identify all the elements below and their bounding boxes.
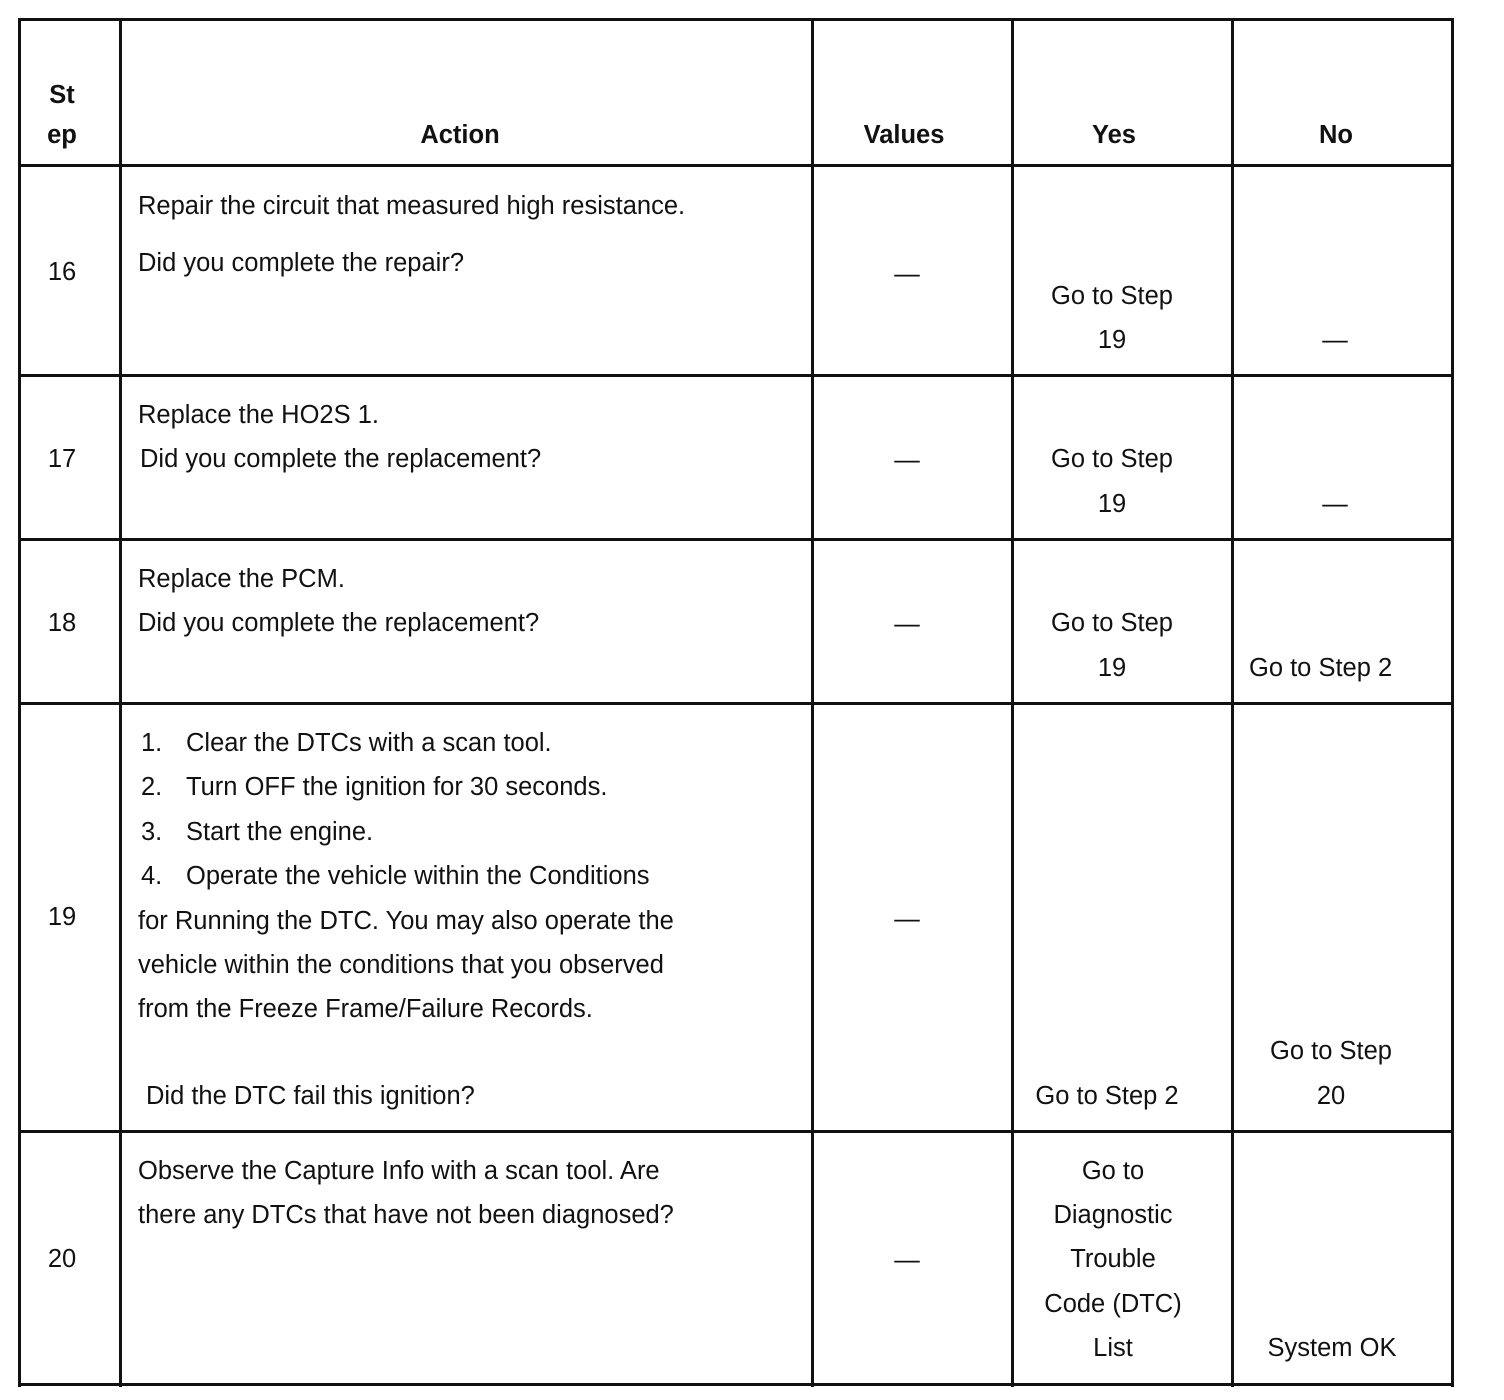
row16-values: —	[894, 260, 920, 288]
row20-yes-line3: Trouble	[1070, 1245, 1156, 1273]
row17-action-line1: Replace the HO2S 1.	[138, 401, 379, 429]
header-values: Values	[863, 121, 945, 149]
row19-list-num-1: 1.	[141, 729, 163, 757]
header-step-line2: ep	[47, 121, 77, 149]
row16-action-line1: Repair the circuit that measured high resistance.	[138, 192, 686, 220]
row20-action-line2: there any DTCs that have not been diagnosed?	[138, 1201, 674, 1229]
row20-no: System OK	[1267, 1334, 1397, 1362]
table-border-top	[18, 18, 1454, 21]
row17-values: —	[894, 446, 920, 474]
row20-yes-line2: Diagnostic	[1053, 1201, 1173, 1229]
table-border-right	[1451, 18, 1454, 1387]
row16-step: 16	[47, 258, 77, 286]
row18-action-line2: Did you complete the replacement?	[138, 609, 540, 637]
row18-step: 18	[47, 609, 77, 637]
row18-values: —	[894, 610, 920, 638]
row19-list-item-3: Start the engine.	[186, 818, 374, 846]
row17-step: 17	[47, 445, 77, 473]
header-no: No	[1319, 121, 1353, 149]
row-divider	[18, 1130, 1454, 1133]
column-divider	[119, 18, 122, 1387]
row16-action-line2: Did you complete the repair?	[138, 249, 465, 277]
row18-yes-line1: Go to Step	[1051, 609, 1173, 637]
row20-step: 20	[47, 1245, 77, 1273]
column-divider	[1231, 18, 1234, 1387]
row17-yes-line1: Go to Step	[1051, 445, 1173, 473]
row19-list-num-2: 2.	[141, 773, 163, 801]
table-border-bottom	[18, 1383, 1454, 1386]
row18-yes-line2: 19	[1097, 654, 1127, 682]
row19-yes: Go to Step 2	[1035, 1082, 1179, 1110]
table-border-left	[18, 18, 21, 1387]
header-action: Action	[420, 121, 500, 149]
row19-no-line2: 20	[1316, 1082, 1346, 1110]
row19-list-num-4: 4.	[141, 862, 163, 890]
row19-step: 19	[47, 903, 77, 931]
row20-values: —	[894, 1246, 920, 1274]
row-divider	[18, 702, 1454, 705]
row-divider	[18, 374, 1454, 377]
row18-no: Go to Step 2	[1249, 654, 1393, 682]
row19-no-line1: Go to Step	[1270, 1037, 1392, 1065]
row20-yes-line5: List	[1093, 1334, 1133, 1362]
row19-action-question: Did the DTC fail this ignition?	[146, 1082, 475, 1110]
row20-yes-line4: Code (DTC)	[1044, 1290, 1182, 1318]
row19-action-cont-2: vehicle within the conditions that you observed	[138, 951, 664, 979]
row19-list-num-3: 3.	[141, 818, 163, 846]
row17-action-line2: Did you complete the replacement?	[140, 445, 542, 473]
header-step-line1: St	[49, 81, 75, 109]
row17-yes-line2: 19	[1097, 490, 1127, 518]
row19-values: —	[894, 905, 920, 933]
row20-action-line1: Observe the Capture Info with a scan tool. Are	[138, 1157, 660, 1185]
column-divider	[811, 18, 814, 1387]
row19-list-item-2: Turn OFF the ignition for 30 seconds.	[186, 773, 608, 801]
row19-action-cont-3: from the Freeze Frame/Failure Records.	[138, 995, 593, 1023]
row19-list-item-4: Operate the vehicle within the Conditions	[186, 862, 650, 890]
row-divider	[18, 538, 1454, 541]
row16-yes-line1: Go to Step	[1051, 282, 1173, 310]
row16-yes-line2: 19	[1097, 326, 1127, 354]
row17-no: —	[1322, 490, 1348, 518]
row19-action-cont-1: for Running the DTC. You may also operate the	[138, 907, 674, 935]
row19-list-item-1: Clear the DTCs with a scan tool.	[186, 729, 552, 757]
row20-yes-line1: Go to	[1081, 1157, 1145, 1185]
column-divider	[1011, 18, 1014, 1387]
row18-action-line1: Replace the PCM.	[138, 565, 345, 593]
header-divider	[18, 164, 1454, 167]
row16-no: —	[1322, 326, 1348, 354]
header-yes: Yes	[1092, 121, 1136, 149]
